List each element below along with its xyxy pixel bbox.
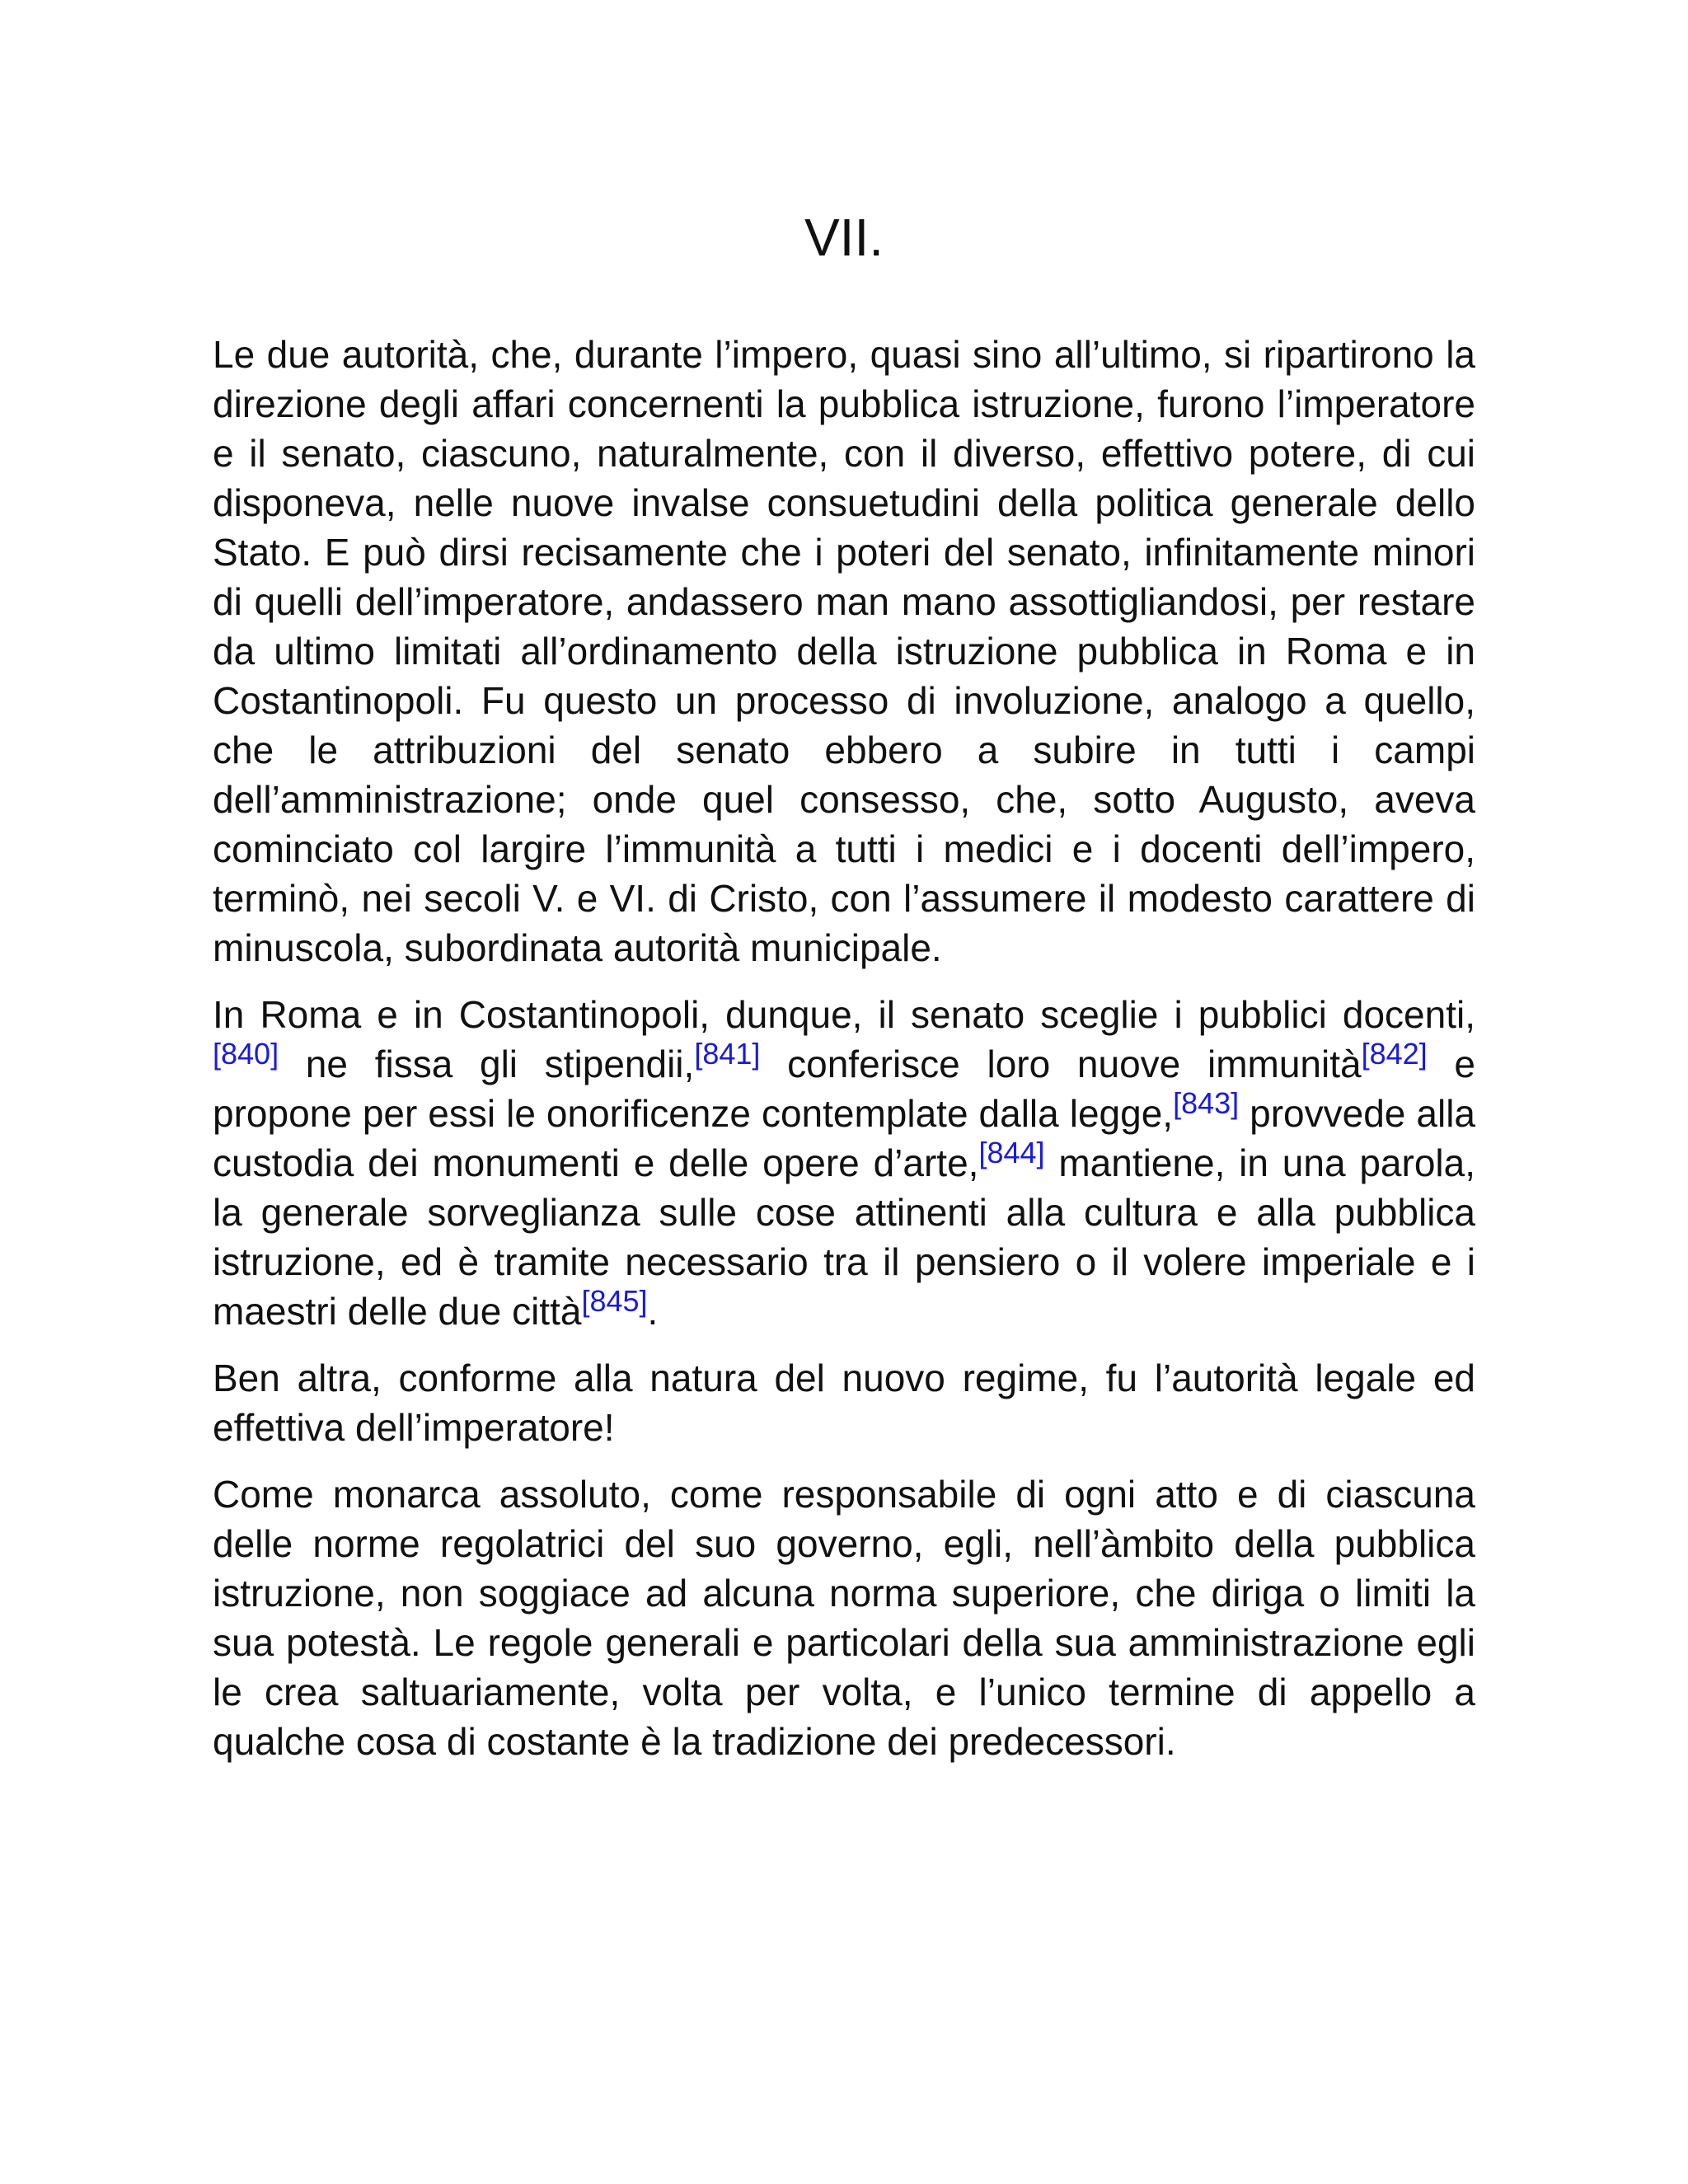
footnote-link-840[interactable]: [840] [213, 1037, 279, 1071]
paragraph-3: Ben altra, conforme alla natura del nuovo regime, fu l’autorità legale ed effettiva dell’imperatore! [213, 1357, 1475, 1449]
paragraph-4: Come monarca assoluto, come responsabile di ogni atto e di ciascuna delle norme regolatrici del suo governo, egli, nell’àmbito della pubblica istruzione, non soggiace ad alcuna norma superiore, che diriga o limiti la sua potestà. Le regole generali e particolari della sua amministrazione egli le crea saltuariamente, volta per volta, e l’unico termine di appello a qualche cosa di costante è la tradizione dei predecessori. [213, 1473, 1475, 1763]
paragraph-2-text-7: . [647, 1290, 659, 1333]
chapter-heading: VII. [804, 208, 884, 267]
footnote-link-842[interactable]: [842] [1361, 1037, 1428, 1071]
paragraph-2 [213, 990, 1475, 1336]
paragraph-2-text-4: e propone per essi le onorificenze contemplate dalla legge, [213, 1043, 1475, 1135]
paragraph-1: Le due autorità, che, durante l’impero, quasi sino all’ultimo, si ripartirono la direzione degli affari concernenti la pubblica istruzione, furono l’imperatore e il senato, ciascuno, naturalmente, con il diverso, effettivo potere, di cui disponeva, nelle nuove invalse consuetudini della politica generale dello Stato. E può dirsi recisamente che i poteri del senato, infinitamente minori di quelli dell’imperatore, andassero man mano assottigliandosi, per restare da ultimo limitati all’ordinamento della istruzione pubblica in Roma e in Costantinopoli. Fu questo un processo di involuzione, analogo a quello, che le attribuzioni del senato ebbero a subire in tutti i campi dell’amministrazione; onde quel consesso, che, sotto Augusto, aveva cominciato col largire l’immunità a tutti i medici e i docenti dell’impero, terminò, nei secoli V. e VI. di Cristo, con l’assumere il modesto carattere di minuscola, subordinata autorità municipale. [213, 333, 1475, 969]
footnote-link-845[interactable]: [845] [581, 1284, 648, 1318]
paragraph-2-text-1: In Roma e in Costantinopoli, dunque, il senato sceglie i pubblici docenti, [213, 993, 1475, 1036]
paragraph-2-text-6: mantiene, in una parola, la generale sorveglianza sulle cose attinenti alla cultura e alla pubblica istruzione, ed è tramite necessario tra il pensiero o il volere imperiale e i maestri delle due città [213, 1141, 1475, 1333]
paragraph-2-text-2: ne fissa gli stipendii, [279, 1043, 695, 1085]
footnote-link-841[interactable]: [841] [694, 1037, 761, 1071]
paragraph-2-text-3: conferisce loro nuove immunità [760, 1043, 1362, 1085]
footnote-link-844[interactable]: [844] [978, 1136, 1045, 1169]
paragraph-2-text-5: provvede alla custodia dei monumenti e delle opere d’arte, [213, 1092, 1475, 1184]
body-text [213, 330, 1475, 1783]
footnote-link-843[interactable]: [843] [1173, 1086, 1240, 1120]
